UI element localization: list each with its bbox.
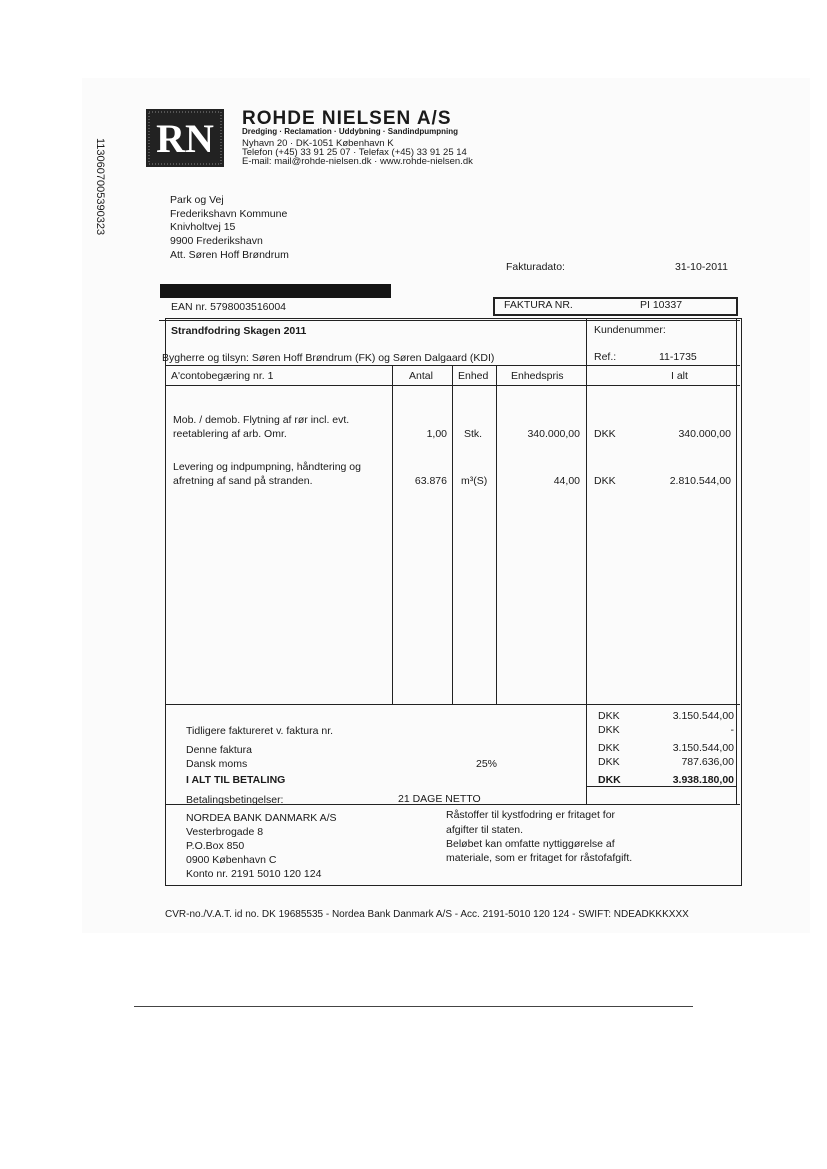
col-header-description: A'contobegæring nr. 1 bbox=[171, 370, 274, 382]
recipient-line: Att. Søren Hoff Brøndrum bbox=[170, 249, 289, 261]
invoice-date-label: Fakturadato: bbox=[506, 261, 565, 273]
previous-invoice-label: Tidligere faktureret v. faktura nr. bbox=[186, 725, 334, 737]
column-divider bbox=[392, 365, 393, 704]
note-line: Råstoffer til kystfodring er fritaget for bbox=[446, 809, 616, 821]
company-tagline: Dredging · Reclamation · Uddybning · Sandindpumpning bbox=[242, 127, 458, 136]
summary-amount: 3.150.544,00 bbox=[672, 742, 734, 754]
summary-total-amount: 3.938.180,00 bbox=[672, 774, 734, 786]
row-divider bbox=[586, 786, 736, 787]
invoice-date: 31-10-2011 bbox=[675, 261, 728, 273]
note-line: afgifter til staten. bbox=[446, 824, 524, 836]
summary-currency: DKK bbox=[598, 756, 620, 768]
project-title: Strandfodring Skagen 2011 bbox=[171, 325, 307, 337]
table-top-edge bbox=[159, 320, 740, 321]
col-header-unit: Enhed bbox=[458, 370, 489, 382]
page-divider bbox=[134, 1006, 693, 1007]
note-line: materiale, som er fritaget for råstofafgift. bbox=[446, 852, 633, 864]
bank-line: Vesterbrogade 8 bbox=[186, 826, 264, 838]
line-item-unit: Stk. bbox=[464, 428, 483, 440]
row-divider bbox=[165, 385, 740, 386]
recipient-line: Frederikshavn Kommune bbox=[170, 208, 288, 220]
ean-number: EAN nr. 5798003516004 bbox=[171, 301, 287, 313]
company-email: E-mail: mail@rohde-nielsen.dk · www.rohde-nielsen.dk bbox=[242, 156, 473, 167]
row-divider bbox=[165, 365, 740, 366]
company-address: Nyhavn 20 · DK-1051 København K bbox=[242, 138, 394, 149]
customer-number-label: Kundenummer: bbox=[594, 324, 666, 336]
row-divider bbox=[165, 704, 740, 705]
bank-line: Konto nr. 2191 5010 120 124 bbox=[186, 868, 322, 880]
vat-percent: 25% bbox=[476, 758, 498, 770]
company-name: ROHDE NIELSEN A/S bbox=[242, 108, 452, 129]
invoice-number-label: FAKTURA NR. bbox=[504, 299, 573, 311]
column-divider bbox=[452, 365, 453, 704]
line-item-currency: DKK bbox=[594, 428, 616, 440]
line-item-qty: 1,00 bbox=[426, 428, 447, 440]
line-item-currency: DKK bbox=[594, 475, 616, 487]
line-item-unit: m³(S) bbox=[461, 475, 488, 487]
recipient-line: 9900 Frederikshavn bbox=[170, 235, 263, 247]
line-item-desc: reetablering af arb. Omr. bbox=[173, 428, 287, 440]
line-item-price: 44,00 bbox=[553, 475, 580, 487]
line-item-total: 2.810.544,00 bbox=[669, 475, 731, 487]
ref-label: Ref.: bbox=[594, 351, 617, 363]
logo-text: RN bbox=[156, 116, 214, 161]
line-item-total: 340.000,00 bbox=[678, 428, 731, 440]
summary-currency: DKK bbox=[598, 724, 620, 736]
side-code: 1130607005390323 bbox=[94, 138, 106, 236]
summary-currency: DKK bbox=[598, 774, 621, 786]
bank-line: P.O.Box 850 bbox=[186, 840, 245, 852]
col-header-qty: Antal bbox=[409, 370, 433, 382]
summary-currency: DKK bbox=[598, 710, 620, 722]
col-header-total: I alt bbox=[671, 370, 688, 382]
payment-terms-value: 21 DAGE NETTO bbox=[398, 793, 481, 805]
project-owner: Bygherre og tilsyn: Søren Hoff Brøndrum (FK) og Søren Dalgaard (KDI) bbox=[162, 352, 495, 364]
redaction-bar bbox=[160, 284, 391, 298]
payment-terms-label: Betalingsbetingelser: bbox=[186, 794, 284, 806]
summary-currency: DKK bbox=[598, 742, 620, 754]
line-item-price: 340.000,00 bbox=[527, 428, 580, 440]
column-divider bbox=[586, 318, 587, 804]
summary-amount: 787.636,00 bbox=[681, 756, 734, 768]
total-due-label: I ALT TIL BETALING bbox=[186, 774, 286, 786]
company-logo bbox=[146, 109, 224, 167]
this-invoice-label: Denne faktura bbox=[186, 744, 252, 756]
invoice-number: PI 10337 bbox=[640, 299, 683, 311]
bank-line: NORDEA BANK DANMARK A/S bbox=[186, 812, 337, 824]
vat-label: Dansk moms bbox=[186, 758, 248, 770]
ref-value: 11-1735 bbox=[659, 351, 697, 363]
recipient-line: Park og Vej bbox=[170, 194, 224, 206]
line-item-qty: 63.876 bbox=[414, 475, 447, 487]
column-divider bbox=[496, 365, 497, 704]
line-item-desc: Mob. / demob. Flytning af rør incl. evt. bbox=[173, 414, 350, 426]
bank-line: 0900 København C bbox=[186, 854, 277, 866]
footer-company-info: CVR-no./V.A.T. id no. DK 19685535 - Nordea Bank Danmark A/S - Acc. 2191-5010 120 124 - SWIFT: NDEADKKKXXX bbox=[165, 909, 689, 920]
line-item-desc: Levering og indpumpning, håndtering og bbox=[173, 461, 361, 473]
note-line: Beløbet kan omfatte nyttiggørelse af bbox=[446, 838, 615, 850]
company-phone: Telefon (+45) 33 91 25 07 · Telefax (+45) 33 91 25 14 bbox=[242, 147, 467, 158]
line-item-desc: afretning af sand på stranden. bbox=[173, 475, 313, 487]
column-divider bbox=[736, 318, 737, 804]
recipient-line: Knivholtvej 15 bbox=[170, 221, 236, 233]
summary-amount: - bbox=[730, 724, 734, 736]
summary-amount: 3.150.544,00 bbox=[672, 710, 734, 722]
col-header-unit-price: Enhedspris bbox=[511, 370, 564, 382]
